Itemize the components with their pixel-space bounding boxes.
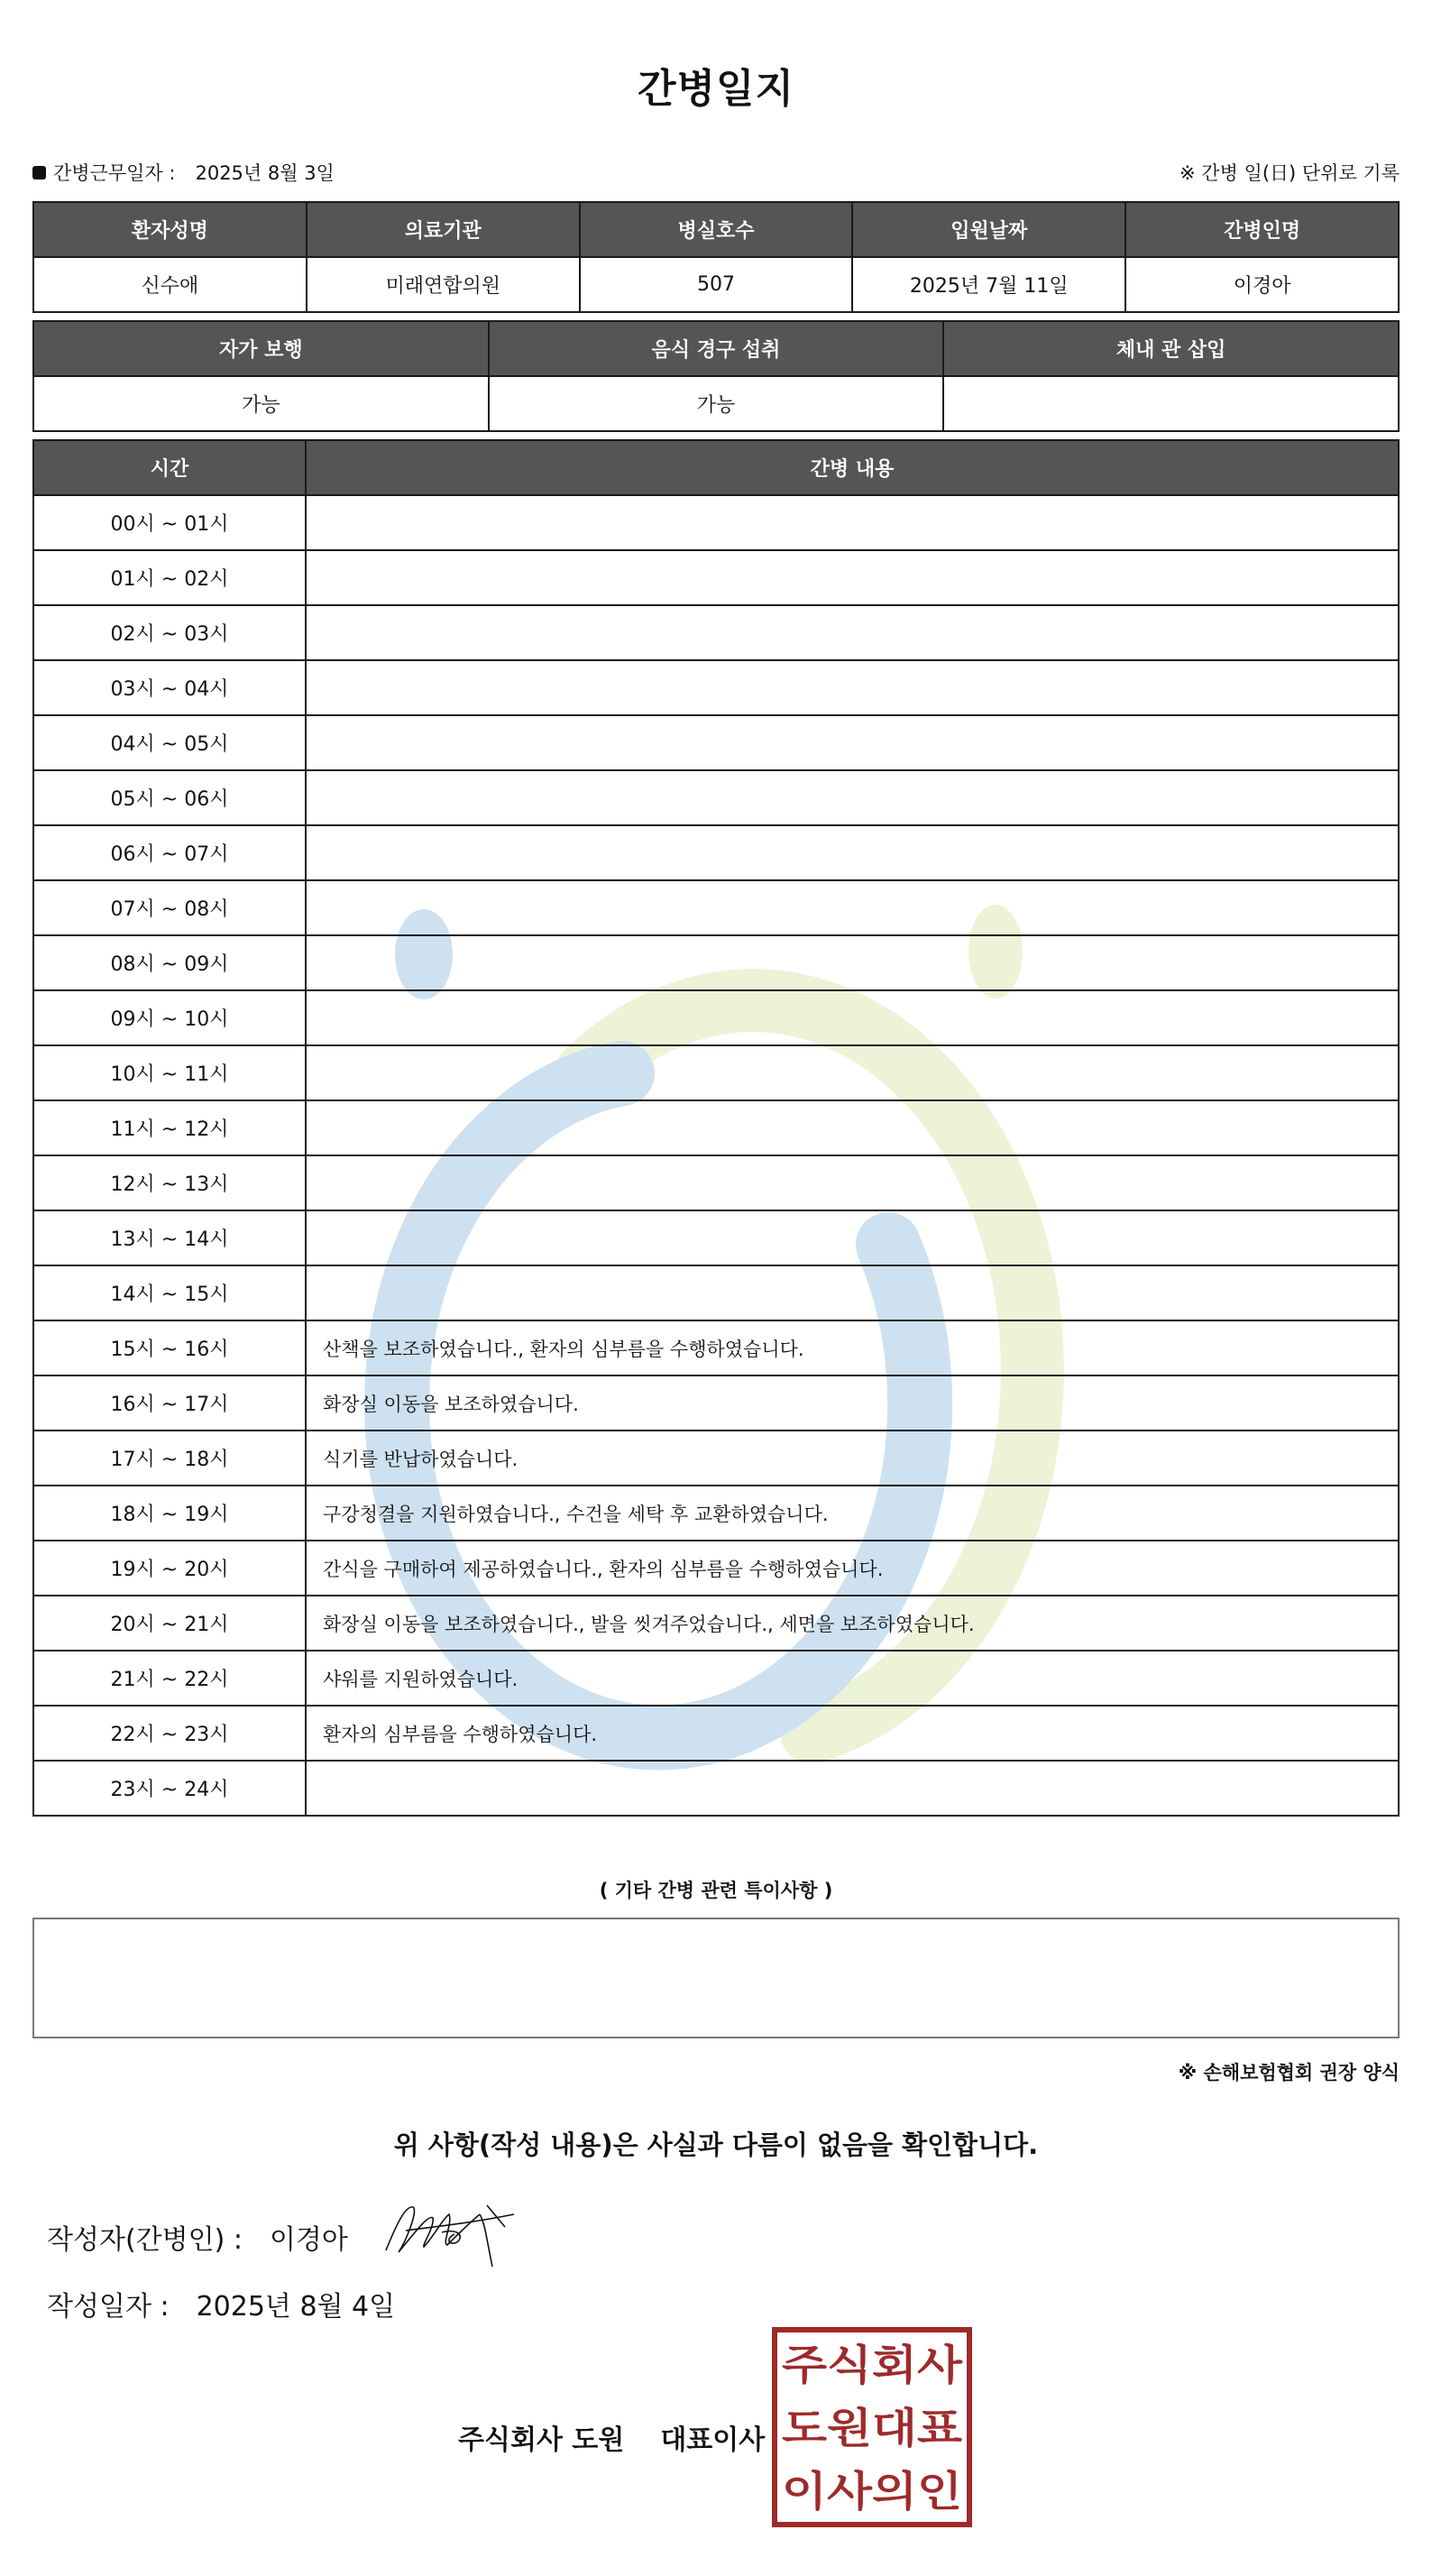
log-row <box>33 550 1399 605</box>
log-content <box>306 605 1399 660</box>
log-content: 화장실 이동을 보조하였습니다. <box>306 1375 1399 1431</box>
written-date-label: 작성일자 : <box>47 2291 170 2323</box>
log-row <box>33 1375 1399 1431</box>
log-row <box>33 770 1399 825</box>
log-time: 08시 ~ 09시 <box>33 935 306 990</box>
log-row <box>33 1486 1399 1541</box>
log-content <box>306 1761 1399 1816</box>
log-time: 23시 ~ 24시 <box>33 1761 306 1816</box>
info-header-row <box>33 202 1399 257</box>
confirmation-statement: 위 사항(작성 내용)은 사실과 다름이 없음을 확인합니다. <box>393 2130 1039 2160</box>
company-title: 대표이사 <box>660 2424 766 2456</box>
log-time: 14시 ~ 15시 <box>33 1265 306 1320</box>
log-row <box>33 990 1399 1045</box>
log-time: 10시 ~ 11시 <box>33 1045 306 1100</box>
header-institution: 의료기관 <box>307 202 580 257</box>
log-row <box>33 1045 1399 1100</box>
header-tube: 체내 관 삽입 <box>943 321 1399 376</box>
log-time: 18시 ~ 19시 <box>33 1486 306 1541</box>
log-content: 식기를 반납하였습니다. <box>306 1431 1399 1486</box>
log-time: 06시 ~ 07시 <box>33 825 306 880</box>
log-content <box>306 1100 1399 1155</box>
ability-value-row <box>33 376 1399 431</box>
recommendation-note: ※ 손해보험협회 권장 양식 <box>1178 2062 1400 2084</box>
log-row <box>33 1265 1399 1320</box>
log-content: 산책을 보조하였습니다., 환자의 심부름을 수행하였습니다. <box>306 1320 1399 1375</box>
seal-text-line: 주식회사 <box>782 2341 963 2389</box>
log-row <box>33 1100 1399 1155</box>
log-content <box>306 1210 1399 1265</box>
log-time: 19시 ~ 20시 <box>33 1541 306 1596</box>
log-content <box>306 715 1399 770</box>
log-row <box>33 715 1399 770</box>
work-date-value: 2025년 8월 3일 <box>195 162 335 184</box>
log-content: 샤워를 지원하였습니다. <box>306 1651 1399 1706</box>
admission-date: 2025년 7월 11일 <box>852 257 1125 312</box>
seal-text-line: 이사의인 <box>782 2467 962 2516</box>
record-note: ※ 간병 일(日) 단위로 기록 <box>1180 162 1400 184</box>
log-time: 17시 ~ 18시 <box>33 1431 306 1486</box>
ability-header-row <box>33 321 1399 376</box>
other-notes-box <box>32 1918 1400 2038</box>
caregiver-name: 이경아 <box>1125 257 1399 312</box>
log-row <box>33 1651 1399 1706</box>
oral-intake-value: 가능 <box>489 376 944 431</box>
log-content <box>306 1265 1399 1320</box>
log-time: 03시 ~ 04시 <box>33 660 306 715</box>
patient-info-table <box>32 201 1400 313</box>
meta-row <box>32 159 1400 186</box>
log-content <box>306 880 1399 935</box>
writer-label: 작성자(간병인) : <box>47 2224 243 2256</box>
log-time: 20시 ~ 21시 <box>33 1596 306 1651</box>
writer-name: 이경아 <box>269 2224 348 2256</box>
header-oral-intake: 음식 경구 섭취 <box>489 321 944 376</box>
log-time: 15시 ~ 16시 <box>33 1320 306 1375</box>
header-care-content: 간병 내용 <box>306 440 1399 495</box>
log-content <box>306 770 1399 825</box>
company-name: 주식회사 도원 <box>458 2424 625 2456</box>
log-content <box>306 990 1399 1045</box>
work-date-label: 간병근무일자 : <box>53 162 176 184</box>
info-value-row <box>33 257 1399 312</box>
header-room: 병실호수 <box>580 202 853 257</box>
log-time: 00시 ~ 01시 <box>33 495 306 550</box>
log-time: 12시 ~ 13시 <box>33 1155 306 1210</box>
log-row <box>33 1596 1399 1651</box>
work-date <box>32 159 335 186</box>
company-seal <box>772 2327 972 2527</box>
header-walking: 자가 보행 <box>33 321 489 376</box>
log-time: 07시 ~ 08시 <box>33 880 306 935</box>
log-body <box>33 495 1399 1816</box>
patient-name: 신수애 <box>33 257 307 312</box>
header-time: 시간 <box>33 440 306 495</box>
bullet-icon <box>32 166 46 179</box>
log-time: 16시 ~ 17시 <box>33 1375 306 1431</box>
log-row <box>33 1320 1399 1375</box>
log-time: 21시 ~ 22시 <box>33 1651 306 1706</box>
log-time: 01시 ~ 02시 <box>33 550 306 605</box>
signature <box>379 2187 523 2268</box>
care-log-table <box>32 439 1400 1817</box>
log-row <box>33 1431 1399 1486</box>
log-time: 22시 ~ 23시 <box>33 1706 306 1761</box>
log-row <box>33 935 1399 990</box>
log-row <box>33 1761 1399 1816</box>
log-content <box>306 660 1399 715</box>
room-number: 507 <box>580 257 853 312</box>
log-row <box>33 660 1399 715</box>
log-row <box>33 1706 1399 1761</box>
institution: 미래연합의원 <box>307 257 580 312</box>
ability-table <box>32 320 1400 432</box>
log-content <box>306 495 1399 550</box>
log-header-row <box>33 440 1399 495</box>
header-patient-name: 환자성명 <box>33 202 307 257</box>
log-content: 간식을 구매하여 제공하였습니다., 환자의 심부름을 수행하였습니다. <box>306 1541 1399 1596</box>
other-notes-title: ( 기타 간병 관련 특이사항 ) <box>599 1880 833 1901</box>
log-row <box>33 1541 1399 1596</box>
log-content <box>306 825 1399 880</box>
log-content <box>306 1045 1399 1100</box>
log-time: 05시 ~ 06시 <box>33 770 306 825</box>
log-time: 11시 ~ 12시 <box>33 1100 306 1155</box>
log-row <box>33 1210 1399 1265</box>
log-content <box>306 935 1399 990</box>
log-content: 화장실 이동을 보조하였습니다., 발을 씻겨주었습니다., 세면을 보조하였습니다. <box>306 1596 1399 1651</box>
log-time: 04시 ~ 05시 <box>33 715 306 770</box>
log-row <box>33 495 1399 550</box>
log-content <box>306 1155 1399 1210</box>
walking-value: 가능 <box>33 376 489 431</box>
log-row <box>33 825 1399 880</box>
log-content <box>306 550 1399 605</box>
log-row <box>33 1155 1399 1210</box>
header-admission-date: 입원날짜 <box>852 202 1125 257</box>
writer <box>47 2217 348 2257</box>
log-time: 09시 ~ 10시 <box>33 990 306 1045</box>
log-time: 13시 ~ 14시 <box>33 1210 306 1265</box>
page-title: 간병일지 <box>637 66 794 112</box>
log-row <box>33 880 1399 935</box>
company-signoff <box>458 2417 765 2457</box>
seal-text-line: 도원대표 <box>782 2404 963 2452</box>
written-date <box>47 2284 395 2323</box>
log-time: 02시 ~ 03시 <box>33 605 306 660</box>
written-date-value: 2025년 8월 4일 <box>196 2291 396 2323</box>
header-caregiver: 간병인명 <box>1125 202 1399 257</box>
log-content: 환자의 심부름을 수행하였습니다. <box>306 1706 1399 1761</box>
log-row <box>33 605 1399 660</box>
log-content: 구강청결을 지원하였습니다., 수건을 세탁 후 교환하였습니다. <box>306 1486 1399 1541</box>
tube-value <box>943 376 1399 431</box>
